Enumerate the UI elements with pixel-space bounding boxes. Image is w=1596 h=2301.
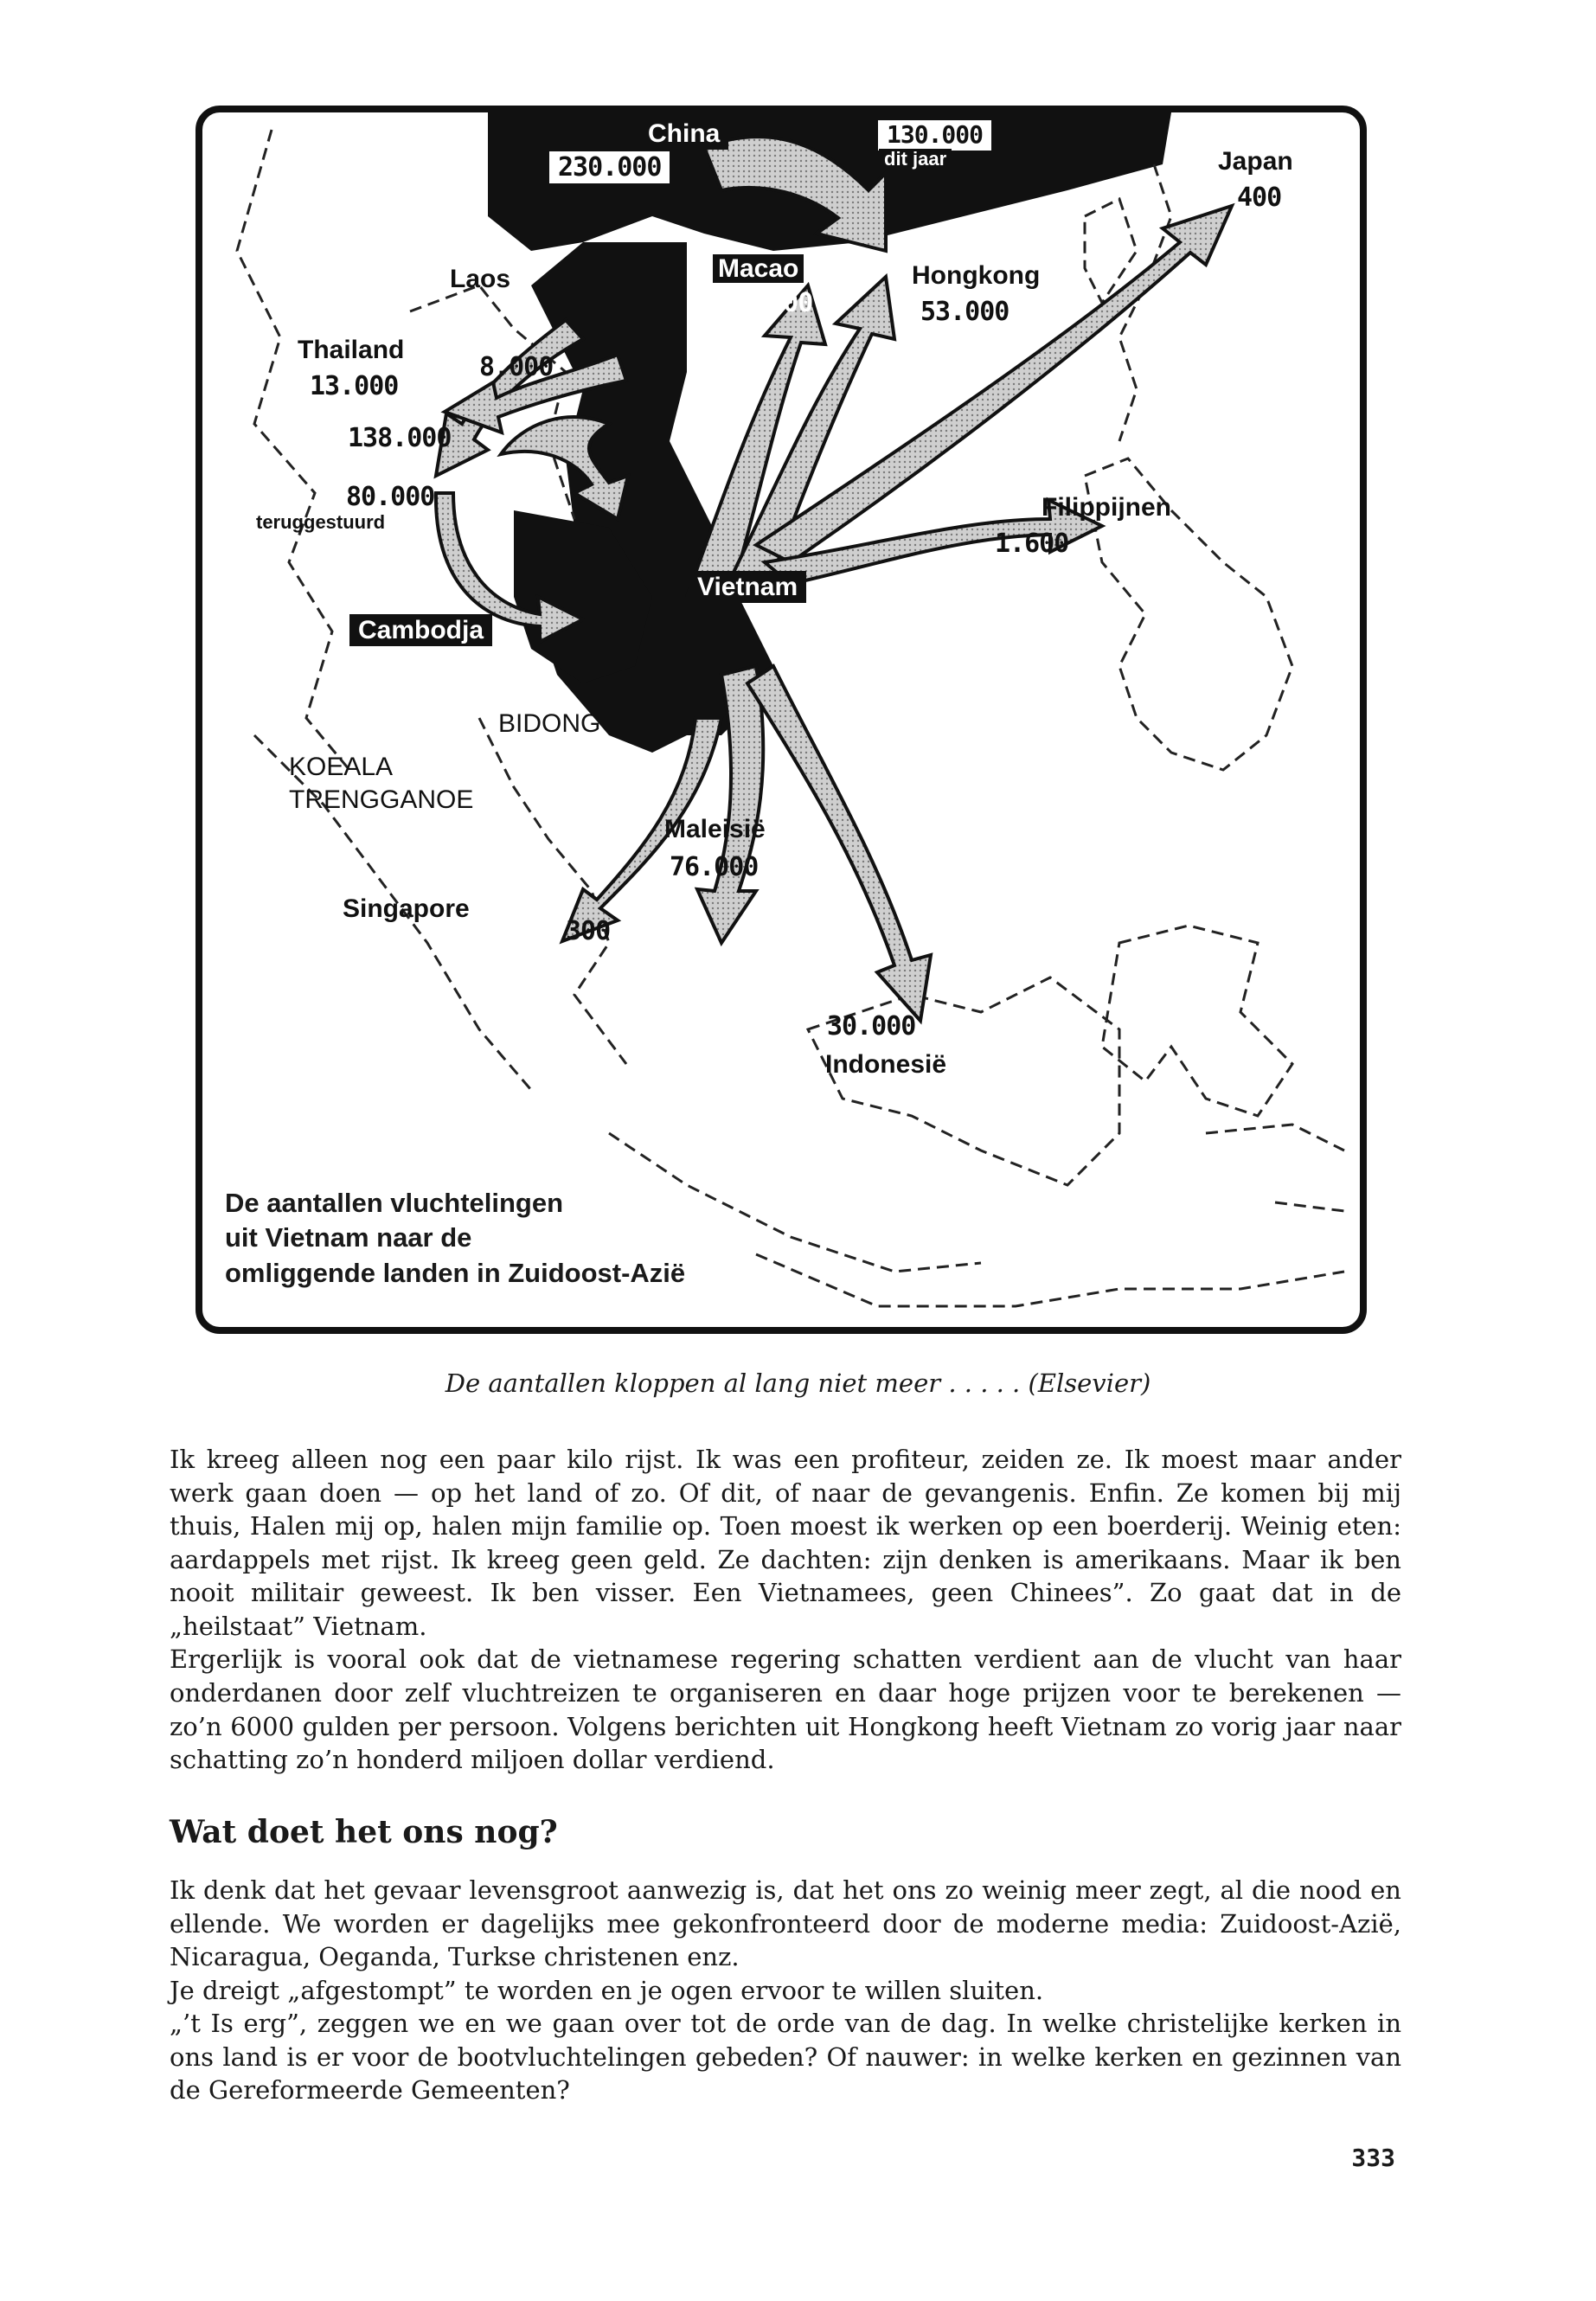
paragraph-1: Ik kreeg alleen nog een paar kilo rijst. Ik was een profiteur, zeiden ze. Ik moest maar ander werk gaan doen — op het land of zo. Of dit, of naar de gevangenis. Enfin. Ze komen bij mij thuis, Halen mij op, halen mijn familie op. Toen moest ik werken op een boerderij. Weinig eten: aardappels met rijst. Ik kreeg geen geld. Ze dachten: zijn denken is amerikaans. Maar ik ben nooit militair geweest. Ik ben visser. Een Vietnamees, geen Chinees”. Zo gaat dat in de „heilstaat” Vietnam. (170, 1445, 1401, 1641)
label-hongkong-count: 53.000 (920, 297, 1010, 327)
figure-caption: De aantallen kloppen al lang niet meer . . . . . (Elsevier) (445, 1368, 1151, 1398)
map-caption-line-3: omliggende landen in Zuidoost-Azië (225, 1257, 686, 1288)
label-indonesie-count: 30.000 (827, 1011, 916, 1042)
page-number: 333 (1351, 2144, 1395, 2172)
label-china-count: 230.000 (547, 149, 672, 186)
map-caption (225, 1186, 685, 1291)
label-hongkong-this-year-count: 130.000 (875, 118, 994, 153)
body-section-1 (170, 1443, 1401, 1777)
label-koeala: KOEALA (289, 753, 394, 781)
label-thailand-count: 13.000 (310, 371, 399, 401)
label-cambodja: Cambodja (349, 614, 492, 646)
label-cambodja-count: 138.000 (348, 423, 452, 453)
label-filippijnen-count: 1.600 (995, 529, 1069, 559)
label-laos-count: 8.000 (479, 352, 554, 382)
label-laos: Laos (450, 265, 511, 293)
paragraph-3: Ik denk dat het gevaar levensgroot aanwezig is, dat het ons zo weinig meer zegt, al die nood en ellende. We worden er dagelijks mee gekonfronteerd door de moderne media: Zuidoost-Azië, Nicaragua, Oeganda, Turkse christenen enz. (170, 1875, 1401, 1972)
label-returned: teruggestuurd (256, 511, 386, 533)
java-coast (756, 1254, 1344, 1306)
label-singapore: Singapore (343, 894, 470, 923)
paragraph-4: Je dreigt „afgestompt” te worden en je ogen ervoor te willen sluiten. (170, 1975, 1044, 2005)
arrow-indonesie (747, 666, 931, 1021)
borneo-coast (808, 977, 1119, 1185)
label-maleisie: Maleisië (664, 815, 766, 843)
refugee-map (195, 106, 1367, 1334)
label-vietnam: Vietnam (689, 571, 806, 603)
paragraph-5: „’t Is erg”, zeggen we en we gaan over tot de orde van de dag. In welke christelijke kerken in ons land is er voor de bootvluchtelingen gebeden? Of nauwer: in welke kerken en gezinnen van de Gereformeerde Gemeenten? (170, 2009, 1401, 2106)
label-singapore-count: 300 (566, 916, 611, 946)
label-maleisie-count: 76.000 (670, 852, 759, 882)
label-japan: Japan (1218, 147, 1293, 176)
paragraph-2: Ergerlijk is vooral ook dat de vietnamese regering schatten verdient aan de vlucht van haar onderdanen door zelf vluchtreizen te organiseren en daar hoge prijzen voor te berekenen — zo’n 6000 gulden per persoon. Volgens berichten uit Hongkong heeft Vietnam zo vorig jaar naar schatting zo’n honderd miljoen dollar verdiend. (170, 1644, 1401, 1775)
section-heading: Wat doet het ons nog? (170, 1814, 558, 1850)
map-caption-line-1: De aantallen vluchtelingen (225, 1188, 564, 1219)
label-filippijnen: Filippijnen (1042, 493, 1171, 522)
label-indonesie: Indonesië (825, 1050, 947, 1079)
thailand-border (237, 130, 349, 770)
sulawesi-outline (1102, 926, 1292, 1116)
label-returned-count: 80.000 (346, 482, 435, 512)
map-caption-line-2: uit Vietnam naar de (225, 1222, 472, 1253)
label-bidong: BIDONG (498, 709, 601, 738)
label-macao-count: 1.800 (739, 288, 813, 318)
label-china: China (639, 118, 728, 150)
label-trengganoe: TRENGGANOE (289, 785, 474, 814)
label-hongkong: Hongkong (912, 261, 1041, 290)
islands-east (1206, 1125, 1344, 1211)
label-this-year: dit jaar (879, 149, 952, 170)
label-macao: Macao (713, 254, 804, 283)
label-japan-count: 400 (1237, 183, 1282, 213)
label-thailand: Thailand (298, 336, 405, 364)
body-section-2 (170, 1874, 1401, 2107)
